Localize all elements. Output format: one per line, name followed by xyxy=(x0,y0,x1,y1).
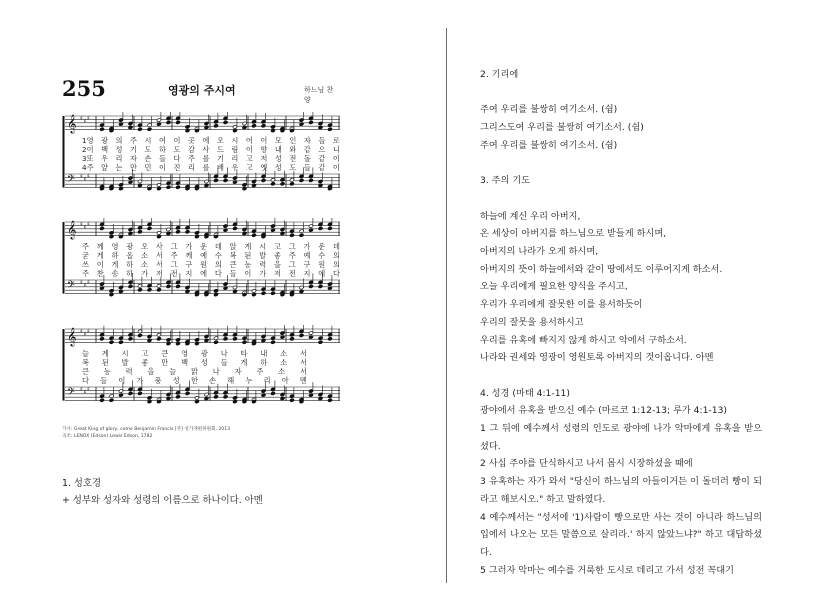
lyric-syllable: 주 xyxy=(82,269,89,278)
music-system-3 xyxy=(62,325,340,421)
lyric-line xyxy=(82,349,307,358)
kyrie-line: 주여 우리를 불쌍히 여기소서. (쉼) xyxy=(480,104,618,116)
lyric-line xyxy=(82,358,307,367)
lyric-syllable: 능 xyxy=(103,367,111,376)
lyric-syllable: 나 xyxy=(212,367,220,376)
lyric-syllable: 의 xyxy=(333,260,340,269)
lyric-syllable: 들 xyxy=(159,154,166,163)
sharp-icon: ♯ xyxy=(87,386,90,393)
treble-clef-icon: 𝄞 xyxy=(67,114,77,133)
lyric-syllable: 하 xyxy=(159,145,166,154)
lyric-syllable: 오 xyxy=(141,242,149,251)
lyric-syllable: 시 xyxy=(231,136,239,145)
lyric-syllable: 주 xyxy=(288,251,296,260)
lyric-syllable: 가 xyxy=(141,269,149,278)
lyric-syllable: 소 xyxy=(280,349,288,358)
section-line: + 성부와 성자와 성령의 이름으로 하나이다. 아멘 xyxy=(62,495,263,506)
lyric-syllable: 하 xyxy=(126,269,134,278)
sharp-icon: ♯ xyxy=(83,331,87,338)
lyric-syllable: 고 xyxy=(273,242,281,251)
lyric-syllable: 발 xyxy=(121,358,129,367)
lyric-syllable: 만 xyxy=(130,163,137,172)
lyric-syllable: 늘 xyxy=(82,349,89,358)
lyric-syllable: 하 xyxy=(126,260,134,269)
lyric-line xyxy=(82,367,307,376)
prayer-line: 하늘에 계신 우리 아버지, xyxy=(480,210,581,222)
lyric-syllable: 곳 xyxy=(187,136,195,145)
lyric-syllable: 백 xyxy=(181,358,189,367)
lyric-syllable: 이 xyxy=(118,376,126,385)
lyric-syllable: 을 xyxy=(147,367,155,376)
lyric-syllable: 해 xyxy=(227,376,235,385)
lyric-syllable: 소 xyxy=(278,367,286,376)
lyric-syllable: 가 xyxy=(136,376,144,385)
sharp-icon: ♯ xyxy=(80,328,83,335)
bass-clef-icon: 𝄢 xyxy=(67,386,75,400)
lyric-syllable: 가 xyxy=(185,242,193,251)
lyric-syllable: 한 xyxy=(190,376,198,385)
sharp-icon: ♯ xyxy=(83,282,87,289)
lyric-syllable: 들 xyxy=(303,163,311,172)
hymn-number: 255 xyxy=(62,76,106,101)
sharp-icon: ♯ xyxy=(80,279,83,286)
lyric-syllable: 향 xyxy=(260,145,268,154)
sign-of-cross-section xyxy=(62,475,392,509)
lyric-syllable: 2이 xyxy=(82,145,94,154)
lyric-syllable: 들 xyxy=(318,136,326,145)
lyric-syllable: 기 xyxy=(216,154,224,163)
lyric-syllable: 된 xyxy=(244,251,252,260)
lyric-syllable: 시 xyxy=(144,136,152,145)
lyric-syllable: 의 xyxy=(115,136,123,145)
lyric-syllable: 께 xyxy=(185,251,193,260)
sharp-icon: ♯ xyxy=(87,115,90,122)
prayer-line: 오늘 우리에게 필요한 양식을 주시고, xyxy=(480,281,628,293)
lyric-syllable: 저 xyxy=(260,154,268,163)
lyric-line xyxy=(82,154,340,163)
sharp-icon: ♯ xyxy=(80,386,83,393)
lyric-syllable: 전 xyxy=(288,269,296,278)
hymn-sheet xyxy=(62,76,340,442)
lyric-syllable: 계 xyxy=(101,349,109,358)
prayer-line: 우리의 잘못을 용서하시고 xyxy=(480,316,584,328)
lyric-syllable: 옛 xyxy=(260,163,268,172)
lyric-syllable: 이 xyxy=(159,163,166,172)
lyric-syllable: 찬 xyxy=(96,269,104,278)
lyric-line xyxy=(82,136,340,145)
lyric-syllable: 들 xyxy=(229,269,237,278)
lyric-syllable: 수 xyxy=(214,251,222,260)
gospel-subheading: 광야에서 유혹을 받으신 예수 (마르코 1:12-13; 루가 4:1-13) xyxy=(480,405,728,417)
lyric-syllable: 원 xyxy=(318,260,326,269)
lyric-syllable: 큰 xyxy=(161,349,169,358)
lyric-syllable: 주 xyxy=(82,242,89,251)
lyric-syllable: 성 xyxy=(274,154,282,163)
lyric-syllable: 으 xyxy=(318,145,326,154)
gospel-heading: 4. 성경 (마태 4:1-11) xyxy=(480,387,570,399)
lyric-syllable: 게 xyxy=(111,260,119,269)
treble-clef-icon: 𝄞 xyxy=(67,220,77,239)
lyric-syllable: 데 xyxy=(214,242,222,251)
lyric-syllable: 능 xyxy=(244,260,252,269)
lyric-syllable: 사 xyxy=(155,242,163,251)
gospel-verse: 5 그러자 악마는 예수를 거룩한 도시로 데리고 가서 성전 꼭대기 xyxy=(480,564,735,576)
lyric-line xyxy=(82,163,340,172)
credit-line-tune: 곡조: LENOX (Edson) Lewis Edson, 1782 xyxy=(62,433,153,439)
lyric-syllable: 어 xyxy=(245,136,253,145)
lyric-syllable: 손 xyxy=(144,154,152,163)
lyric-syllable: 전 xyxy=(289,154,297,163)
lyric-syllable: 지 xyxy=(303,269,311,278)
lyric-syllable: 옵 xyxy=(126,251,134,260)
sharp-icon: ♯ xyxy=(87,221,90,228)
lyric-syllable: 된 xyxy=(101,358,109,367)
lyric-syllable: 수 xyxy=(318,251,326,260)
lyric-syllable: 를 xyxy=(202,163,210,172)
prayer-line: 온 세상이 아버지를 하느님으로 받들게 하시며, xyxy=(480,228,667,240)
lyric-syllable: 원 xyxy=(200,260,208,269)
lyric-syllable: 광 xyxy=(200,349,208,358)
sharp-icon: ♯ xyxy=(87,279,90,286)
lyric-syllable: 로 xyxy=(332,136,340,145)
lyric-syllable: 는 xyxy=(115,163,123,172)
bass-clef-icon: 𝄢 xyxy=(67,173,75,187)
lyric-syllable: 같 xyxy=(303,145,311,154)
lyric-syllable: 복 xyxy=(229,251,237,260)
lyric-syllable: 영 xyxy=(111,242,119,251)
lyric-syllable: 감 xyxy=(187,145,195,154)
prayer-line: 아버지의 뜻이 하늘에서와 같이 땅에서도 이루어지게 하소서. xyxy=(480,263,723,275)
lyric-syllable: 사 xyxy=(202,145,210,154)
prayer-line: 우리를 유혹에 빠지지 않게 하시고 악에서 구하소서. xyxy=(480,334,687,346)
kyrie-line: 주여 우리를 불쌍히 여기소서. (쉼) xyxy=(480,139,618,151)
lyric-syllable: 3또 xyxy=(82,154,94,163)
lyric-syllable: 여 xyxy=(159,136,166,145)
lyric-syllable: 에 xyxy=(318,269,326,278)
lyric-line xyxy=(82,260,340,269)
lyric-syllable: 1영 xyxy=(82,136,94,145)
lyric-syllable: 다 xyxy=(82,376,89,385)
lyric-syllable: 쓰 xyxy=(82,260,89,269)
sharp-icon: ♯ xyxy=(80,115,83,122)
hymn-title: 영광의 주시여 xyxy=(168,84,236,97)
music-system-2 xyxy=(62,218,340,314)
lyric-syllable: 게 xyxy=(96,251,104,260)
sharp-icon: ♯ xyxy=(87,173,90,180)
hymn-category: 하느님 찬양 xyxy=(304,86,334,104)
lyric-syllable: 력 xyxy=(259,260,267,269)
prayer-line: 나라와 권세와 영광이 영원토록 아버지의 것이옵니다. 아멘 xyxy=(480,352,714,364)
lyric-syllable: 같 xyxy=(318,163,326,172)
lyric-syllable: 서 xyxy=(299,367,307,376)
lyric-syllable: 발 xyxy=(259,251,267,260)
lyric-syllable: 그 xyxy=(288,242,296,251)
lyric-syllable: 니 xyxy=(332,145,340,154)
lyric-syllable: 하 xyxy=(111,251,119,260)
treble-clef-icon: 𝄞 xyxy=(67,327,77,346)
lyric-syllable: 4주 xyxy=(82,163,94,172)
liturgy-text xyxy=(480,66,762,579)
lyric-syllable: 진 xyxy=(173,163,181,172)
lyric-syllable: 리 xyxy=(231,154,239,163)
lyric-syllable: 누 xyxy=(245,376,253,385)
lyric-syllable: 가 xyxy=(303,242,311,251)
lyric-syllable: 멘 xyxy=(299,376,307,385)
lyric-syllable: 운 xyxy=(200,242,208,251)
lyric-syllable: 의 xyxy=(214,260,222,269)
lyric-syllable: 주 xyxy=(170,251,178,260)
sharp-icon: ♯ xyxy=(80,173,83,180)
lyric-syllable: 인 xyxy=(289,136,297,145)
lyric-line xyxy=(82,269,340,278)
lyric-syllable: 성 xyxy=(115,145,123,154)
lyric-syllable: 주 xyxy=(256,367,264,376)
page-divider xyxy=(446,28,447,583)
lyric-syllable: 자 xyxy=(130,154,137,163)
lyric-syllable: 서 xyxy=(299,349,307,358)
lyric-line xyxy=(82,242,340,251)
lyric-syllable: 풍 xyxy=(154,376,162,385)
lyric-syllable: 이 xyxy=(332,163,340,172)
lyric-syllable: 큰 xyxy=(229,260,237,269)
lyric-syllable: 돌 xyxy=(303,154,311,163)
sharp-icon: ♯ xyxy=(83,224,87,231)
lyric-syllable: 이 xyxy=(173,136,181,145)
lyric-syllable: 복 xyxy=(82,358,89,367)
lyric-syllable: 주 xyxy=(187,154,195,163)
kyrie-heading: 2. 기리에 xyxy=(480,69,519,80)
lyric-syllable: 같 xyxy=(318,154,326,163)
lyric-syllable: 큰 xyxy=(82,367,89,376)
lyric-syllable: 고 xyxy=(245,163,253,172)
lyric-syllable: 앞 xyxy=(101,163,109,172)
lyric-syllable: 도 xyxy=(289,163,297,172)
lyric-syllable: 소 xyxy=(280,358,288,367)
lyric-syllable: 성 xyxy=(200,358,208,367)
lyric-syllable: 이 xyxy=(245,145,253,154)
lyric-syllable: 서 xyxy=(299,358,307,367)
lyric-syllable: 배 xyxy=(216,163,224,172)
lyric-syllable: 도 xyxy=(173,145,181,154)
lyric-syllable: 내 xyxy=(260,349,268,358)
lyric-syllable: 게 xyxy=(240,358,248,367)
sharp-icon: ♯ xyxy=(83,118,87,125)
lyric-syllable: 다 xyxy=(214,269,222,278)
lyric-syllable: 광 xyxy=(126,242,134,251)
lyric-syllable: 이 xyxy=(332,154,340,163)
sharp-icon: ♯ xyxy=(83,389,87,396)
lyric-line xyxy=(82,145,340,154)
lyric-syllable: 맑 xyxy=(190,367,198,376)
lyric-syllable: 도 xyxy=(144,145,152,154)
lyric-syllable: 께 xyxy=(96,242,104,251)
gospel-verse: 2 사십 주야를 단식하시고 나서 몹시 시장하셨을 때에 xyxy=(480,458,693,470)
lyric-syllable: 들 xyxy=(100,376,108,385)
prayer-line: 우리가 우리에게 잘못한 이를 용서하듯이 xyxy=(480,299,643,311)
lyric-syllable: 그 xyxy=(170,242,178,251)
sharp-icon: ♯ xyxy=(83,176,87,183)
lyric-syllable: 의 xyxy=(333,251,340,260)
lyric-syllable: 들 xyxy=(220,358,228,367)
lyric-syllable: 리 xyxy=(187,163,195,172)
lyric-syllable: 늘 xyxy=(169,367,177,376)
lyric-syllable: 우 xyxy=(231,163,239,172)
lyric-syllable: 와 xyxy=(289,145,297,154)
lyric-syllable: 운 xyxy=(318,242,326,251)
lyric-syllable: 고 xyxy=(245,154,253,163)
lyric-syllable: 하 xyxy=(260,358,268,367)
lyric-syllable: 력 xyxy=(125,367,133,376)
lyric-syllable: 앉 xyxy=(229,242,237,251)
lyric-syllable: 소 xyxy=(141,251,149,260)
lyric-syllable: 구 xyxy=(303,260,311,269)
prayer-heading: 3. 주의 기도 xyxy=(480,175,531,187)
lyric-syllable: 리 xyxy=(263,376,271,385)
lyric-syllable: 손 xyxy=(209,376,217,385)
sharp-icon: ♯ xyxy=(87,328,90,335)
gospel-verse: 4 예수께서는 "성서에 '1)사람이 빵으로만 사는 것이 아니라 하느님의 입에서 나오는 모든 말씀으로 살리라.' 하지 않았느냐?" 하고 대답하셨다. xyxy=(480,511,762,558)
lyric-syllable: 송 xyxy=(111,269,119,278)
lyric-syllable: 다 xyxy=(173,154,181,163)
lyric-syllable: 서 xyxy=(155,260,163,269)
prayer-line: 아버지의 나라가 오게 하시며, xyxy=(480,245,599,257)
lyric-syllable: 데 xyxy=(333,242,340,251)
lyric-syllable: 림 xyxy=(231,145,239,154)
lyric-syllable: 성 xyxy=(274,163,282,172)
sharp-icon: ♯ xyxy=(80,221,83,228)
lyric-syllable: 민 xyxy=(144,163,152,172)
lyric-syllable: 나 xyxy=(220,349,228,358)
lyric-syllable: 에 xyxy=(200,269,208,278)
kyrie-line: 그리스도여 우리를 불쌍히 여기소서. (쉼) xyxy=(480,122,644,134)
lyric-syllable: 우 xyxy=(101,154,109,163)
lyric-syllable: 주 xyxy=(130,136,137,145)
lyric-syllable: 에 xyxy=(202,136,210,145)
lyric-syllable: 타 xyxy=(240,349,248,358)
lyric-syllable: 내 xyxy=(274,145,282,154)
lyric-syllable: 그 xyxy=(288,260,296,269)
lyric-syllable: 시 xyxy=(259,242,267,251)
lyric-syllable: 만 xyxy=(161,358,169,367)
gospel-verse: 1 그 뒤에 예수께서 성령의 인도로 광야에 나가 악마에게 유혹을 받으셨다. xyxy=(480,423,762,452)
lyric-syllable: 아 xyxy=(281,376,289,385)
lyric-syllable: 예 xyxy=(303,251,311,260)
lyric-syllable: 게 xyxy=(244,242,252,251)
lyric-syllable: 전 xyxy=(170,269,178,278)
lyric-line xyxy=(82,251,340,260)
lyric-syllable: 영 xyxy=(181,349,189,358)
lyric-syllable: 예 xyxy=(200,251,208,260)
lyric-syllable: 백 xyxy=(101,145,109,154)
lyric-syllable: 좋 xyxy=(141,358,149,367)
lyric-syllable: 자 xyxy=(303,136,311,145)
lyric-syllable: 을 xyxy=(273,260,281,269)
lyric-syllable: 성 xyxy=(172,376,180,385)
lyric-line xyxy=(82,376,307,385)
lyric-syllable: 저 xyxy=(155,269,163,278)
lyric-syllable: 기 xyxy=(130,145,137,154)
lyric-syllable: 고 xyxy=(141,349,149,358)
lyric-syllable: 가 xyxy=(259,269,267,278)
lyric-syllable: 구 xyxy=(185,260,193,269)
lyric-syllable: 소 xyxy=(141,260,149,269)
lyric-syllable: 좋 xyxy=(273,251,281,260)
lyric-syllable: 이 xyxy=(244,269,252,278)
credit-line-text: 가사: Great King of glory, come Benjamin Francis [주] 성가개편위원회, 2013 xyxy=(62,427,231,432)
lyric-syllable: 다 xyxy=(333,269,340,278)
lyric-syllable: 이 xyxy=(96,260,104,269)
lyric-syllable: 서 xyxy=(155,251,163,260)
lyric-syllable: 자 xyxy=(234,367,242,376)
lyric-syllable: 이 xyxy=(260,136,268,145)
bass-clef-icon: 𝄢 xyxy=(67,279,75,293)
lyric-syllable: 시 xyxy=(121,349,129,358)
lyric-syllable: 굳 xyxy=(82,251,89,260)
lyric-syllable: 광 xyxy=(101,136,109,145)
lyric-syllable: 지 xyxy=(185,269,193,278)
lyric-syllable: 저 xyxy=(273,269,281,278)
lyric-syllable: 그 xyxy=(170,260,178,269)
lyric-syllable: 모 xyxy=(274,136,282,145)
gospel-verse: 3 유혹하는 자가 와서 "당신이 하느님의 아들이거든 이 돌더러 빵이 되라고 해보시오." 하고 말하였다. xyxy=(480,476,762,505)
lyric-syllable: 리 xyxy=(115,154,123,163)
section-heading: 1. 성호경 xyxy=(62,478,102,489)
music-system-1 xyxy=(62,112,340,208)
lyric-syllable: 드 xyxy=(216,145,224,154)
hymn-credits xyxy=(62,427,340,440)
lyric-syllable: 를 xyxy=(202,154,210,163)
lyric-syllable: 오 xyxy=(216,136,224,145)
